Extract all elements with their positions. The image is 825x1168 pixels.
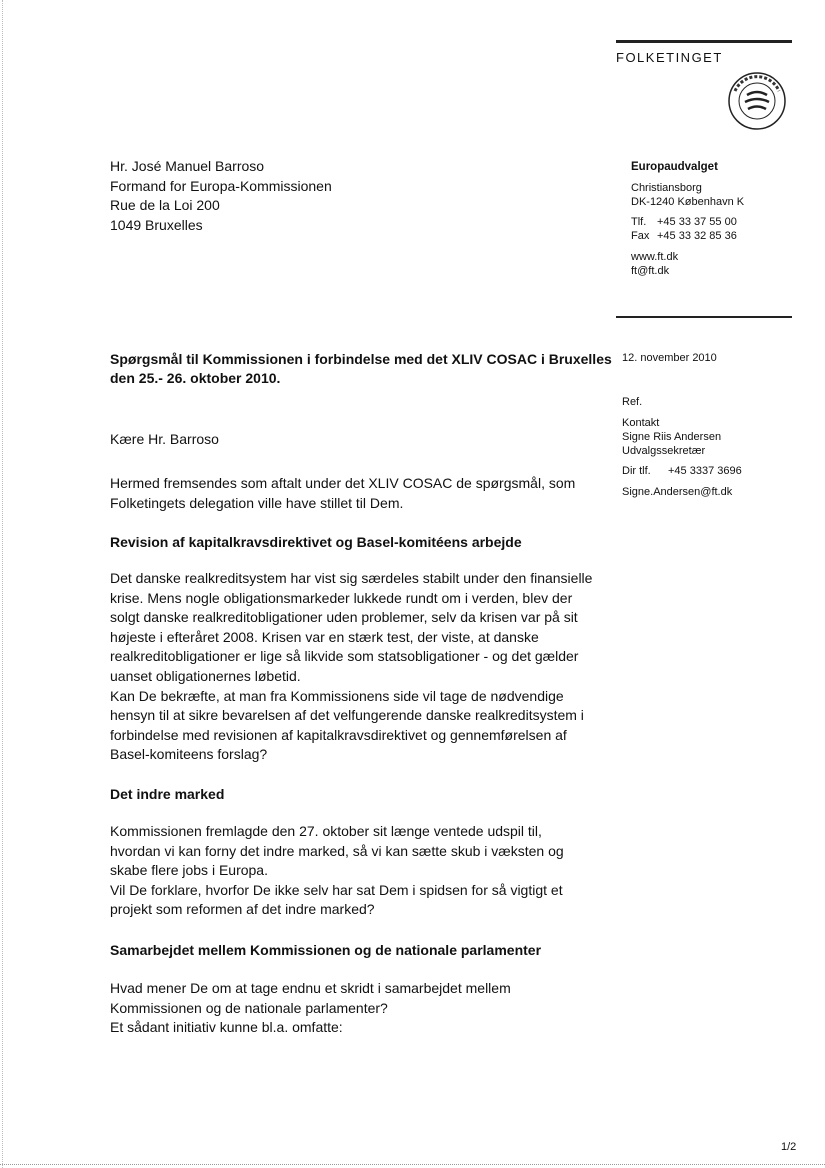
letter-date: 12. november 2010 (622, 352, 717, 364)
letterhead-phones: Tlf. +45 33 37 55 00 Fax +45 33 32 85 36 (631, 216, 737, 242)
ref-label: Ref. (622, 396, 643, 408)
letterhead-contact (631, 250, 678, 278)
recipient-address: Hr. José Manuel Barroso Formand for Europa-Kommissionen Rue de la Loi 200 1049 Bruxelles (110, 158, 332, 233)
section-paragraph: Hvad mener De om at tage endnu et skridt i samarbejdet mellem Kommissionen og de nationale parlamenter? Et sådant initiativ kunne bl.a. omfatte: (110, 980, 511, 1036)
section-paragraph: Det danske realkreditsystem har vist sig særdeles stabilt under den finansielle krise. Mens nogle obligationsmarkeder lukkede rundt om i verden, blev der solgt danske realkreditobligationer uden problemer, selv da krisen var på sit højeste i efteråret 2008. Krisen var en stærk test, der viste, at danske realkreditobligationer er lige så likvide som statsobligationer - og det gælder uanset obligationernes løbetid. Kan De bekræfte, at man fra Kommissionens side vil tage de nødvendige hensyn til at sikre bevarelsen af det velfungerende danske realkreditsystem i forbindelse med revisionen af kapitalkravsdirektivet og gennemførelsen af Basel-komiteens forslag? (110, 570, 593, 763)
contact-block: Kontakt Signe Riis Andersen Udvalgssekretær (622, 417, 722, 457)
letter-subject: Spørgsmål til Kommissionen i forbindelse med det XLIV COSAC i Bruxelles den 25.- 26. oktober 2010. (110, 351, 612, 386)
organization-name: FOLKETINGET (616, 50, 723, 65)
salutation: Kære Hr. Barroso (110, 431, 219, 447)
contact-email: Signe.Andersen@ft.dk (622, 486, 733, 498)
letterhead-address: Christiansborg DK-1240 København K (631, 182, 745, 208)
email-link[interactable]: ft@ft.dk (631, 265, 670, 277)
section-heading: Det indre marked (110, 786, 225, 802)
intro-paragraph: Hermed fremsendes som aftalt under det XLIV COSAC de spørgsmål, som Folketingets delegation ville have stillet til Dem. (110, 475, 576, 511)
direct-phone: Dir tlf. +45 3337 3696 (622, 465, 742, 477)
scan-edge (0, 1164, 825, 1166)
page-number: 1/2 (781, 1141, 797, 1153)
section-heading: Samarbejdet mellem Kommissionen og de nationale parlamenter (110, 942, 542, 958)
website-link[interactable]: www.ft.dk (631, 251, 679, 263)
section-heading: Revision af kapitalkravsdirektivet og Basel-komitéens arbejde (110, 534, 522, 550)
committee-name: Europaudvalget (631, 161, 718, 173)
sidebar-rule (616, 316, 792, 318)
section-paragraph: Kommissionen fremlagde den 27. oktober sit længe ventede udspil til, hvordan vi kan forny det indre marked, så vi kan sætte skub i væksten og skabe flere jobs i Europa. Vil De forklare, hvorfor De ikke selv har sat Dem i spidsen for så vigtigt et projekt som reformen af det indre marked? (110, 823, 564, 918)
parliament-seal-logo (727, 71, 787, 131)
scan-edge (2, 0, 4, 1168)
header-rule (616, 40, 792, 43)
